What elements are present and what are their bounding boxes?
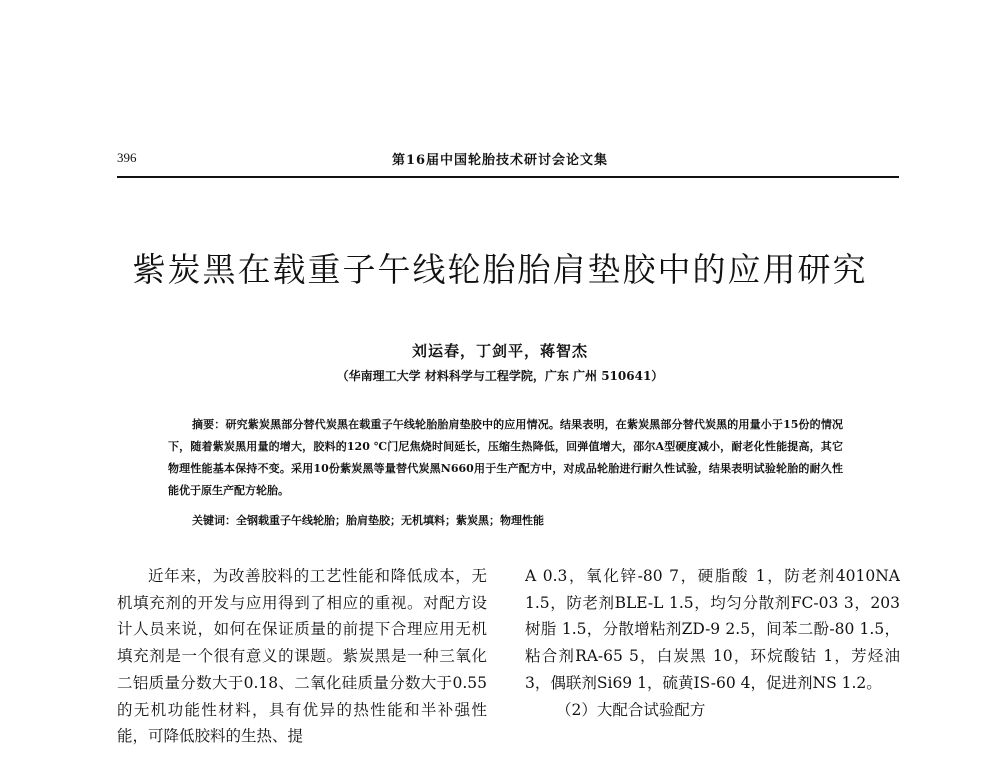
body-paragraph: 近年来，为改善胶料的工艺性能和降低成本，无机填充剂的开发与应用得到了相应的重视。对配方设计人员来说，如何在保证质量的前提下合理应用无机填充剂是一个很有意义的课题。紫炭黑是一种三氧化二铝质量分数大于0.18、二氧化硅质量分数大于0.55的无机功能性材料，具有优异的热性能和半补强性能，可降低胶料的生热、提	[117, 567, 487, 746]
body-left-column	[117, 563, 487, 750]
header-rule	[117, 176, 899, 178]
section-subheading: （2）大配合试验配方	[556, 700, 706, 719]
body-right-column	[525, 563, 900, 723]
affiliation: （华南理工大学 材料科学与工程学院，广东 广州 510641）	[336, 369, 664, 383]
page-number: 396	[117, 150, 137, 165]
running-title: 第16届中国轮胎技术研讨会论文集	[391, 153, 609, 168]
abstract: 摘要：研究紫炭黑部分替代炭黑在载重子午线轮胎胎肩垫胶中的应用情况。结果表明，在紫炭黑部分替代炭黑的用量小于15份的情况下，随着紫炭黑用量的增大，胶料的120 ℃门尼焦烧时间延长，压缩生热降低，回弹值增大，邵尔A型硬度减小，耐老化性能提高，其它物理性能基本保持不变。采用10份紫炭黑等量替代炭黑N660用于生产配方中，对成品轮胎进行耐久性试验，结果表明试验轮胎的耐久性能优于原生产配方轮胎。	[168, 418, 843, 497]
formula-paragraph: A 0.3，氧化锌-80 7，硬脂酸 1，防老剂4010NA 1.5，防老剂BLE-L 1.5，均匀分散剂FC-03 3，203树脂 1.5，分散增粘剂ZD-9 2.5，间苯二酚-80 1.5，粘合剂RA-65 5，白炭黑 10，环烷酸钴 1，芳烃油 3，偶联剂Si69 1，硫黄IS-60 4，促进剂NS 1.2。	[525, 567, 900, 692]
article-title: 紫炭黑在载重子午线轮胎胎肩垫胶中的应用研究	[132, 250, 868, 289]
keywords: 关键词：全钢载重子午线轮胎；胎肩垫胶；无机填料；紫炭黑；物理性能	[192, 514, 544, 527]
authors: 刘运春，丁剑平，蒋智杰	[411, 342, 588, 360]
